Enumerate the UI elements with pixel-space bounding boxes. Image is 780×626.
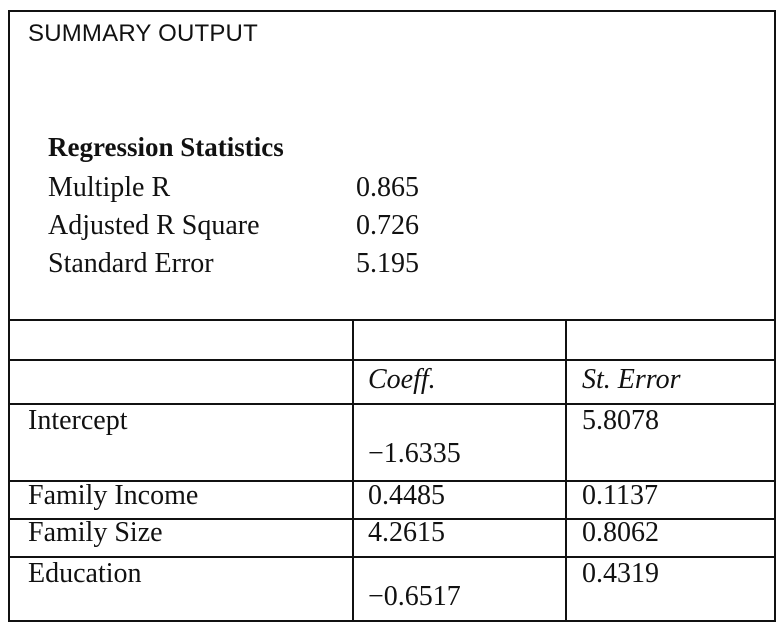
column-header-coeff: Coeff. <box>368 364 436 395</box>
coeff-intercept: −1.6335 <box>368 438 461 469</box>
row-label-education: Education <box>28 558 142 589</box>
column-divider-coeff <box>352 319 354 622</box>
table-divider-top <box>10 319 774 321</box>
stat-label-standard-error: Standard Error <box>48 248 214 279</box>
column-header-st-error: St. Error <box>582 364 681 395</box>
st-error-family-income: 0.1137 <box>582 480 658 511</box>
coeff-family-size: 4.2615 <box>368 517 445 548</box>
stat-label-multiple-r: Multiple R <box>48 172 171 203</box>
row-label-family-size: Family Size <box>28 517 163 548</box>
summary-title: SUMMARY OUTPUT <box>28 20 258 47</box>
summary-output-table <box>8 10 776 622</box>
st-error-education: 0.4319 <box>582 558 659 589</box>
row-label-family-income: Family Income <box>28 480 199 511</box>
column-divider-st-error <box>565 319 567 622</box>
stat-value-standard-error: 5.195 <box>356 248 419 279</box>
coeff-family-income: 0.4485 <box>368 480 445 511</box>
st-error-family-size: 0.8062 <box>582 517 659 548</box>
table-divider-header <box>10 359 774 361</box>
st-error-intercept: 5.8078 <box>582 405 659 436</box>
stat-label-adjusted-r-square: Adjusted R Square <box>48 210 260 241</box>
row-label-intercept: Intercept <box>28 405 128 436</box>
stat-value-adjusted-r-square: 0.726 <box>356 210 419 241</box>
regression-statistics-heading: Regression Statistics <box>48 132 284 162</box>
stat-value-multiple-r: 0.865 <box>356 172 419 203</box>
coeff-education: −0.6517 <box>368 581 461 612</box>
